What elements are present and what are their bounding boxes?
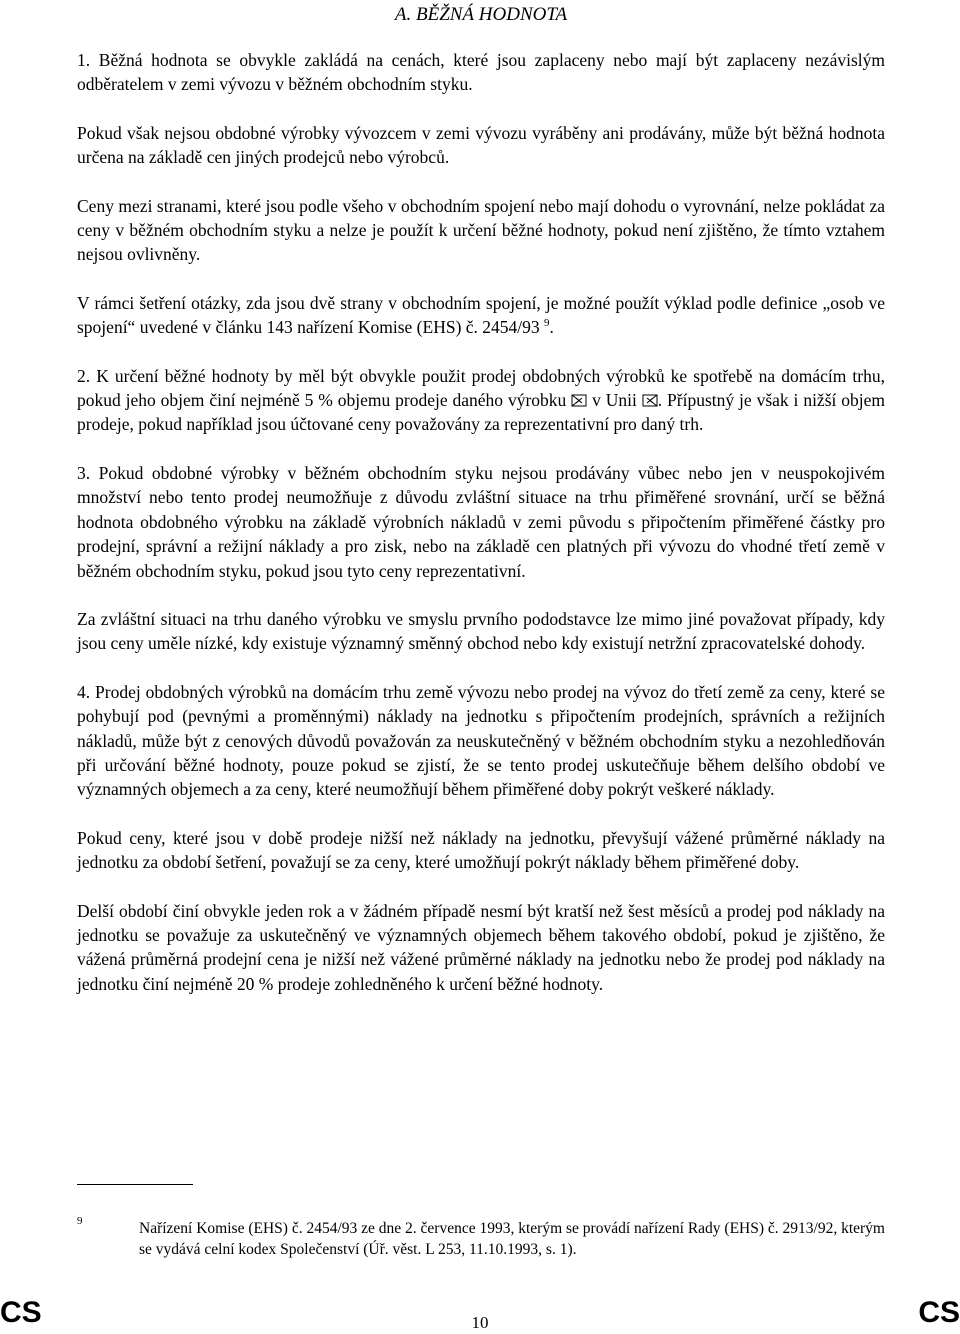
document-body <box>77 48 885 1020</box>
footnote-text: Nařízení Komise (EHS) č. 2454/93 ze dne 2. července 1993, kterým se provádí nařízení Rady (EHS) č. 2913/92, kterým se vydává celní kodex Společenství (Úř. věst. L 253, 11.10.1993, s. 1). <box>139 1220 885 1258</box>
language-code-right: CS <box>918 1296 960 1329</box>
footnote-number: 9 <box>77 1215 83 1227</box>
paragraph-5-text-a: 2. K určení běžné hodnoty by měl být obvykle použit prodej obdobných výrobků ke spotřebě na domácím trhu, pokud jeho objem činí nejméně 5 % objemu prodeje daného výrobku <box>77 365 885 411</box>
arrow-box-left-icon <box>642 394 658 407</box>
paragraph-8: 4. Prodej obdobných výrobků na domácím trhu země vývozu nebo prodej na vývoz do třetí země za ceny, které se pohybují pod (pevnými a proměnnými) náklady na jednotku s připočtením prodejních, správních a režijních nákladů, může být z cenových důvodů považován za neuskutečněný v běžném obchodním styku a nezohledňován při určování běžné hodnoty, pouze pokud se zjistí, že se tento prodej uskutečňuje během delšího období ve významných objemech a za ceny, které neumožňují během přiměřené doby pokrýt veškeré náklady. <box>77 681 885 800</box>
paragraph-7: Za zvláštní situaci na trhu daného výrobku ve smyslu prvního pododstavce lze mimo jiné považovat případy, kdy jsou ceny uměle nízké, kdy existuje významný směnný obchod nebo kdy existují netržní zpracovatelské dohody. <box>77 608 885 654</box>
arrow-box-right-icon <box>571 394 587 407</box>
page-number: 10 <box>471 1313 489 1332</box>
paragraph-10: Delší období činí obvykle jeden rok a v žádném případě nesmí být kratší než šest měsíců a prodej pod náklady na jednotku se považuje za uskutečněný ve významných objemech během takového období, pokud je zjištěno, že vážená průměrná prodejní cena je nižší než vážené průměrné náklady na jednotku nebo že prodej pod náklady na jednotku činí nejméně 20 % prodeje zohledněného k určení běžné hodnoty. <box>77 900 885 994</box>
paragraph-3: Ceny mezi stranami, které jsou podle všeho v obchodním spojení nebo mají dohodu o vyrovnání, nelze pokládat za ceny v běžném obchodním styku a nelze je použít k určení běžné hodnoty, pokud není zjištěno, že tímto vztahem nejsou ovlivněny. <box>77 195 885 265</box>
paragraph-5-text-b: v Unii <box>592 390 637 411</box>
footnote-separator <box>77 1184 193 1185</box>
section-heading: A. BĚŽNÁ HODNOTA <box>394 4 568 25</box>
language-code-left: CS <box>0 1296 42 1329</box>
footnote-reference: 9 <box>544 317 550 330</box>
paragraph-4-end: . <box>549 317 554 338</box>
paragraph-5-text-c: . Přípustný je však i nižší objem prodeje, pokud například jsou účtované ceny považovány za reprezentativní pro daný trh. <box>77 390 886 435</box>
paragraph-6: 3. Pokud obdobné výrobky v běžném obchodním styku nejsou prodávány vůbec nebo jen v neuspokojivém množství nebo tento prodej neumožňuje z důvodu zvláštní situace na trhu přiměřené srovnání, určí se běžná hodnota obdobného výrobku na základě výrobních nákladů v zemi původu s připočtením přiměřené částky pro prodejní, správní a režijní náklady a pro zisk, nebo na základě cen platných při vývozu do vhodné třetí země v běžném obchodním styku, pokud jsou tyto ceny reprezentativní. <box>77 462 885 581</box>
paragraph-9: Pokud ceny, které jsou v době prodeje nižší než náklady na jednotku, převyšují vážené průměrné náklady na jednotku za období šetření, považují se za ceny, které umožňují pokrýt náklady během přiměřené doby. <box>77 827 885 873</box>
paragraph-4 <box>77 291 885 340</box>
paragraph-2: Pokud však nejsou obdobné výrobky vývozcem v zemi vývozu vyráběny ani prodávány, může být běžná hodnota určena na základě cen jiných prodejců nebo výrobců. <box>77 122 885 168</box>
paragraph-5 <box>77 364 885 437</box>
paragraph-4-text: V rámci šetření otázky, zda jsou dvě strany v obchodním spojení, je možné použít výklad podle definice „osob ve spojení“ uvedené v článku 143 nařízení Komise (EHS) č. 2454/93 <box>77 292 885 338</box>
paragraph-1: 1. Běžná hodnota se obvykle zakládá na cenách, které jsou zaplaceny nebo mají být zaplaceny nezávislým odběratelem v zemi vývozu v běžném obchodním styku. <box>77 50 885 95</box>
